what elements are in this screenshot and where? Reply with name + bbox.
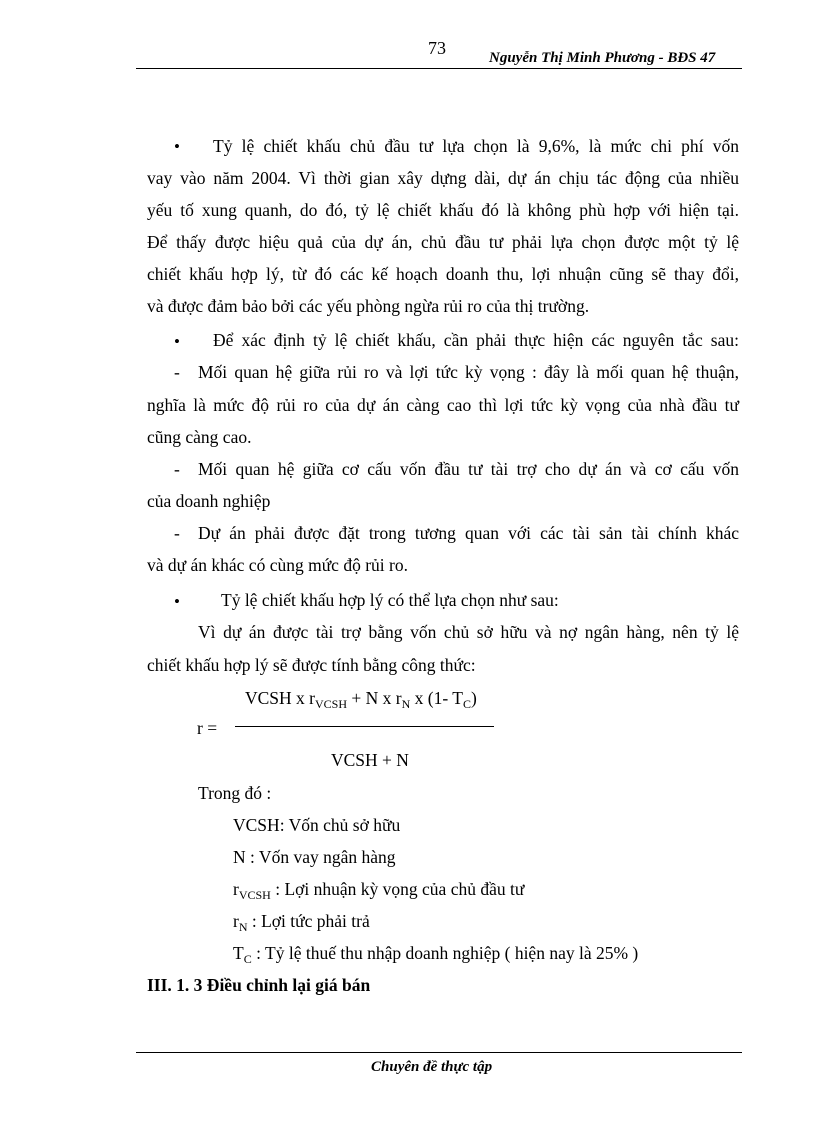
footer-text: Chuyên đề thực tập xyxy=(371,1059,493,1075)
paragraph-line: Mối quan hệ giữa rủi ro và lợi tức kỳ vọng : đây là mối quan hệ thuận, xyxy=(198,362,739,382)
paragraph-line: Vì dự án được tài trợ bằng vốn chủ sở hữu và nợ ngân hàng, nên tỷ lệ xyxy=(198,622,739,642)
formula-denominator: VCSH + N xyxy=(331,750,409,770)
header-rule xyxy=(136,68,742,69)
definition-item: VCSH: Vốn chủ sở hữu xyxy=(233,815,401,835)
paragraph-line: của doanh nghiệp xyxy=(147,491,271,511)
definition-item: $r_N$ : Lợi tức phải trả xyxy=(233,911,370,934)
footer-rule xyxy=(136,1052,742,1053)
paragraph-line: Để xác định tỷ lệ chiết khấu, cần phải thực hiện các nguyên tắc sau: xyxy=(213,330,739,350)
paragraph-line: chiết khấu hợp lý sẽ được tính bằng công thức: xyxy=(147,655,476,675)
definition-item: $r_{VCSH}$ : Lợi nhuận kỳ vọng của chủ đầu tư xyxy=(233,879,525,902)
header-author: Nguyễn Thị Minh Phương - BĐS 47 xyxy=(489,50,716,66)
paragraph-line: chiết khấu hợp lý, từ đó các kế hoạch doanh thu, lợi nhuận cũng sẽ thay đổi, xyxy=(147,264,739,284)
dash-marker: - xyxy=(174,362,180,382)
paragraph-line: và dự án khác có cùng mức độ rủi ro. xyxy=(147,555,408,575)
paragraph-line: Tỷ lệ chiết khấu chủ đầu tư lựa chọn là 9,6%, là mức chi phí vốn xyxy=(213,136,739,156)
page-number: 73 xyxy=(428,38,446,58)
paragraph-line: Tỷ lệ chiết khấu hợp lý có thể lựa chọn như sau: xyxy=(221,590,559,610)
paragraph-line: nghĩa là mức độ rủi ro của dự án càng cao thì lợi tức kỳ vọng của nhà đầu tư xyxy=(147,395,739,415)
definition-item: $T_C$ : Tỷ lệ thuế thu nhập doanh nghiệp ( hiện nay là 25% ) xyxy=(233,943,639,966)
bullet-marker: • xyxy=(174,137,180,156)
dash-marker: - xyxy=(174,459,180,479)
dash-marker: - xyxy=(174,523,180,543)
paragraph-line: Dự án phải được đặt trong tương quan với các tài sản tài chính khác xyxy=(198,523,739,543)
paragraph-line: yếu tố xung quanh, do đó, tỷ lệ chiết khấu đó là không phù hợp với hiện tại. xyxy=(147,200,739,220)
bullet-marker: • xyxy=(174,592,180,611)
bullet-marker: • xyxy=(174,332,180,351)
paragraph-line: Mối quan hệ giữa cơ cấu vốn đầu tư tài trợ cho dự án và cơ cấu vốn xyxy=(198,459,739,479)
definition-item: N : Vốn vay ngân hàng xyxy=(233,847,396,867)
definitions-intro: Trong đó : xyxy=(198,783,272,803)
formula-lhs: r = xyxy=(197,718,218,738)
section-heading: III. 1. 3 Điều chỉnh lại giá bán xyxy=(147,975,371,995)
paragraph-line: cũng càng cao. xyxy=(147,427,252,447)
fraction-bar xyxy=(235,726,494,727)
paragraph-line: Để thấy được hiệu quả của dự án, chủ đầu tư phải lựa chọn được một tỷ lệ xyxy=(147,232,739,252)
formula-numerator: VCSH x $r_{VCSH} + N$ x $r_N$ x (1- $T_C$) xyxy=(245,688,477,711)
paragraph-line: và được đảm bảo bởi các yếu phòng ngừa rủi ro của thị trường. xyxy=(147,296,590,316)
paragraph-line: vay vào năm 2004. Vì thời gian xây dựng dài, dự án chịu tác động của nhiều xyxy=(147,168,739,188)
